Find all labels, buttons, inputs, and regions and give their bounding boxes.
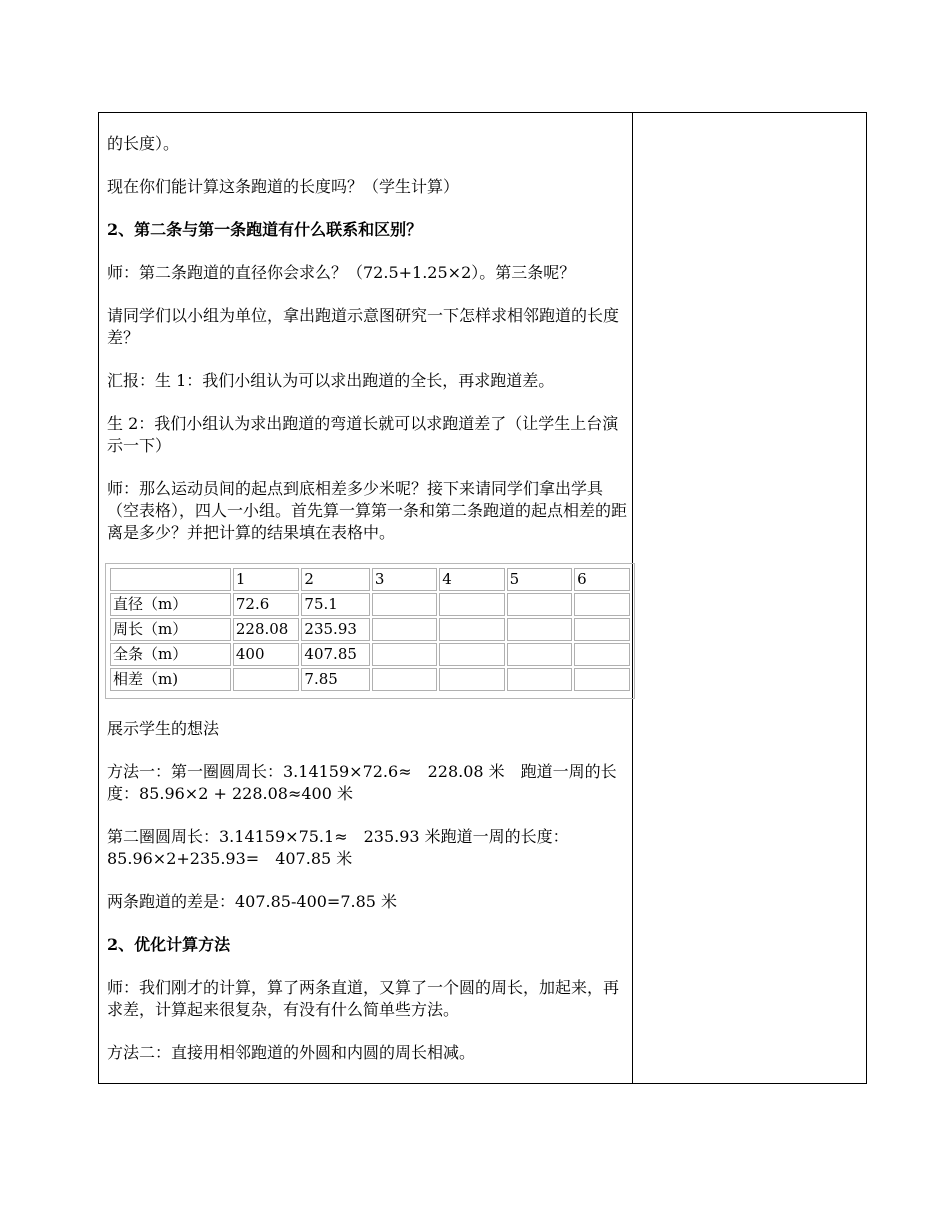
table-cell: 7.85: [301, 668, 369, 691]
table-cell: 400: [233, 643, 300, 666]
paragraph: 师：第二条跑道的直径你会求么？（72.5+1.25×2）。第三条呢？: [107, 263, 576, 282]
paragraph: 师：我们刚才的计算，算了两条直道，又算了一个圆的周长，加起来，再求差，计算起来很复杂，有没有什么简单些方法。: [107, 978, 620, 1019]
table-cell: [372, 668, 437, 691]
paragraph: 的长度）。: [107, 134, 180, 153]
table-row: [110, 668, 630, 691]
table-cell: 直径（m）: [110, 593, 231, 616]
lesson-content-top: [107, 133, 627, 565]
paragraph: 师：那么运动员间的起点到底相差多少米呢？接下来请同学们拿出学具（空表格），四人一小组。首先算一算第一条和第二条跑道的起点相差的距离是多少？并把计算的结果填在表格中。: [107, 479, 628, 542]
paragraph: 展示学生的想法: [107, 719, 220, 738]
table-cell: 235.93: [301, 618, 369, 641]
table-cell: 72.6: [233, 593, 300, 616]
table-cell: [507, 643, 572, 666]
table-cell: 6: [574, 568, 630, 591]
table-cell: [439, 618, 504, 641]
paragraph: 第二圈圆周长：3.14159×75.1≈ 235.93 米跑道一周的长度：85.96×2+235.93= 407.85 米: [107, 827, 569, 868]
table-cell: 407.85: [301, 643, 369, 666]
results-table-wrapper: [105, 563, 635, 699]
table-cell: 4: [439, 568, 504, 591]
table-cell: 周长（m）: [110, 618, 231, 641]
table-cell: [233, 668, 300, 691]
table-cell: 3: [372, 568, 437, 591]
table-cell: [439, 668, 504, 691]
table-row: [110, 593, 630, 616]
table-cell: [574, 618, 630, 641]
table-cell: [372, 593, 437, 616]
results-table: [108, 566, 632, 693]
table-cell: [574, 593, 630, 616]
paragraph: 请同学们以小组为单位，拿出跑道示意图研究一下怎样求相邻跑道的长度差？: [107, 306, 620, 347]
table-cell: [507, 618, 572, 641]
paragraph: 两条跑道的差是：407.85-400=7.85 米: [107, 892, 398, 911]
table-cell: [110, 568, 231, 591]
table-cell: [439, 643, 504, 666]
paragraph: 生 2：我们小组认为求出跑道的弯道长就可以求跑道差了（让学生上台演示一下）: [107, 414, 619, 455]
table-cell: [439, 593, 504, 616]
table-row: [110, 643, 630, 666]
paragraph: 现在你们能计算这条跑道的长度吗？（学生计算）: [107, 177, 460, 196]
lesson-frame: [98, 112, 867, 1084]
table-cell: [574, 643, 630, 666]
table-cell: [507, 593, 572, 616]
table-cell: 全条（m）: [110, 643, 231, 666]
table-row: [110, 618, 630, 641]
table-cell: 228.08: [233, 618, 300, 641]
table-cell: [372, 643, 437, 666]
paragraph: 汇报：生 1：我们小组认为可以求出跑道的全长，再求跑道差。: [107, 371, 555, 390]
table-cell: 相差（m): [110, 668, 231, 691]
paragraph: 方法一：第一圈圆周长：3.14159×72.6≈ 228.08 米 跑道一周的长度：85.96×2 + 228.08≈400 米: [107, 762, 617, 803]
table-cell: 75.1: [301, 593, 369, 616]
table-cell: 1: [233, 568, 300, 591]
table-header-row: [110, 568, 630, 591]
table-cell: 5: [507, 568, 572, 591]
table-cell: [574, 668, 630, 691]
section-heading: 2、第二条与第一条跑道有什么联系和区别？: [107, 220, 423, 239]
lesson-content-bottom: [107, 718, 627, 1085]
section-heading: 2、优化计算方法: [107, 935, 231, 954]
table-cell: [507, 668, 572, 691]
table-cell: [372, 618, 437, 641]
table-cell: 2: [301, 568, 369, 591]
paragraph: 方法二：直接用相邻跑道的外圆和内圆的周长相减。: [107, 1043, 476, 1062]
